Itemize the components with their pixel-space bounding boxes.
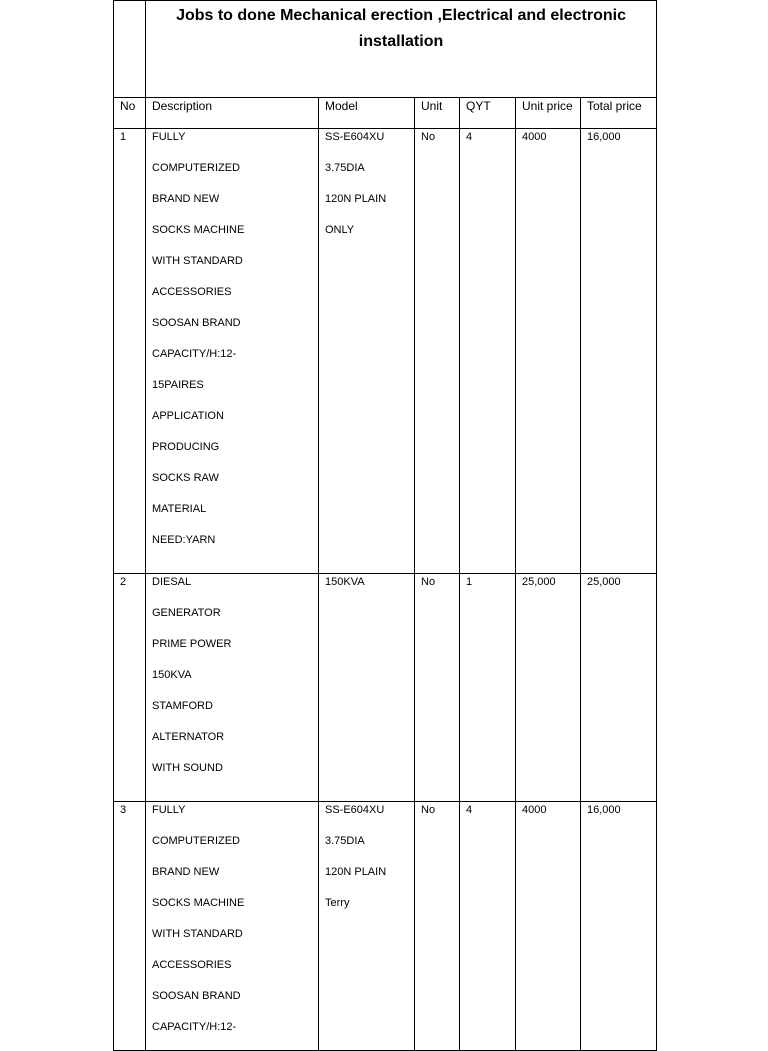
cell-description-line: APPLICATION — [152, 410, 224, 422]
cell-description-line: STAMFORD — [152, 700, 213, 712]
cell-unit-price-value: 4000 — [522, 804, 547, 816]
cell-model-line: SS-E604XU — [325, 804, 385, 816]
cell-model-line: 3.75DIA — [325, 835, 365, 847]
cell-model-line: 150KVA — [325, 576, 365, 588]
cell-unit-price — [516, 129, 581, 574]
cell-no-value: 3 — [120, 804, 127, 816]
cell-description-line: WITH STANDARD — [152, 928, 243, 940]
cell-model-line: SS-E604XU — [325, 131, 385, 143]
cell-description-line: ACCESSORIES — [152, 959, 232, 971]
cell-qty-value: 4 — [466, 804, 473, 816]
cell-description-line: COMPUTERIZED — [152, 162, 240, 174]
cell-total-price — [581, 129, 657, 574]
cell-description-line: FULLY — [152, 131, 186, 143]
cell-unit-price — [516, 574, 581, 802]
cell-description-line: ACCESSORIES — [152, 286, 232, 298]
cell-description-line: 15PAIRES — [152, 379, 204, 391]
cell-description — [146, 574, 319, 802]
cell-model-line: 120N PLAIN — [325, 193, 387, 205]
cell-qty — [460, 129, 516, 574]
cell-qty — [460, 574, 516, 802]
table-row — [114, 802, 657, 1051]
cell-description — [146, 129, 319, 574]
cell-description-line: DIESAL — [152, 576, 192, 588]
title-cell — [146, 1, 657, 98]
header-description: Description — [146, 98, 319, 129]
cell-description-line: WITH STANDARD — [152, 255, 243, 267]
cell-no-value: 2 — [120, 576, 127, 588]
cell-unit-price — [516, 802, 581, 1051]
header-qty: QYT — [460, 98, 516, 129]
table-row — [114, 574, 657, 802]
header-unit-price: Unit price — [516, 98, 581, 129]
header-total-price: Total price — [581, 98, 657, 129]
cell-qty-value: 1 — [466, 576, 473, 588]
quotation-table — [113, 0, 657, 1051]
cell-unit-price-value: 4000 — [522, 131, 547, 143]
cell-unit — [415, 574, 460, 802]
cell-total-price-value: 16,000 — [587, 131, 621, 143]
cell-description-line: BRAND NEW — [152, 193, 220, 205]
cell-no-value: 1 — [120, 131, 127, 143]
cell-model — [319, 129, 415, 574]
cell-qty-value: 4 — [466, 131, 473, 143]
header-unit: Unit — [415, 98, 460, 129]
cell-total-price-value: 25,000 — [587, 576, 621, 588]
cell-description-line: WITH SOUND — [152, 762, 223, 774]
cell-description-line: FULLY — [152, 804, 186, 816]
cell-no — [114, 802, 146, 1051]
cell-description-line: NEED:YARN — [152, 534, 216, 546]
title-row — [114, 1, 657, 98]
cell-description-line: ALTERNATOR — [152, 731, 225, 743]
cell-model — [319, 574, 415, 802]
cell-description-line: CAPACITY/H:12- — [152, 348, 237, 360]
cell-model-line: 120N PLAIN — [325, 866, 387, 878]
cell-unit-value: No — [421, 131, 436, 143]
cell-description-line: 150KVA — [152, 669, 192, 681]
cell-description-line: PRIME POWER — [152, 638, 232, 650]
cell-description-line: COMPUTERIZED — [152, 835, 240, 847]
cell-description-line: CAPACITY/H:12- — [152, 1021, 237, 1033]
cell-description-line: SOCKS RAW — [152, 472, 219, 484]
cell-unit — [415, 129, 460, 574]
cell-no — [114, 129, 146, 574]
cell-description-line: GENERATOR — [152, 607, 221, 619]
header-model: Model — [319, 98, 415, 129]
cell-description-line: SOOSAN BRAND — [152, 990, 241, 1002]
header-row — [114, 98, 657, 129]
cell-qty — [460, 802, 516, 1051]
cell-description-line: SOOSAN BRAND — [152, 317, 241, 329]
cell-model-line: 3.75DIA — [325, 162, 365, 174]
cell-model-line: ONLY — [325, 224, 355, 236]
cell-description-line: SOCKS MACHINE — [152, 224, 245, 236]
table-row — [114, 129, 657, 574]
cell-description — [146, 802, 319, 1051]
cell-unit-value: No — [421, 804, 436, 816]
cell-description-line: SOCKS MACHINE — [152, 897, 245, 909]
document-title: Jobs to done Mechanical erection ,Electrical and electronic installation — [176, 7, 626, 50]
cell-total-price — [581, 574, 657, 802]
cell-unit-value: No — [421, 576, 436, 588]
cell-description-line: PRODUCING — [152, 441, 220, 453]
title-blank-cell — [114, 1, 146, 98]
cell-total-price-value: 16,000 — [587, 804, 621, 816]
cell-description-line: BRAND NEW — [152, 866, 220, 878]
cell-unit — [415, 802, 460, 1051]
cell-model-line: Terry — [325, 897, 350, 909]
cell-description-line: MATERIAL — [152, 503, 207, 515]
cell-total-price — [581, 802, 657, 1051]
cell-unit-price-value: 25,000 — [522, 576, 556, 588]
cell-no — [114, 574, 146, 802]
header-no: No — [114, 98, 146, 129]
cell-model — [319, 802, 415, 1051]
